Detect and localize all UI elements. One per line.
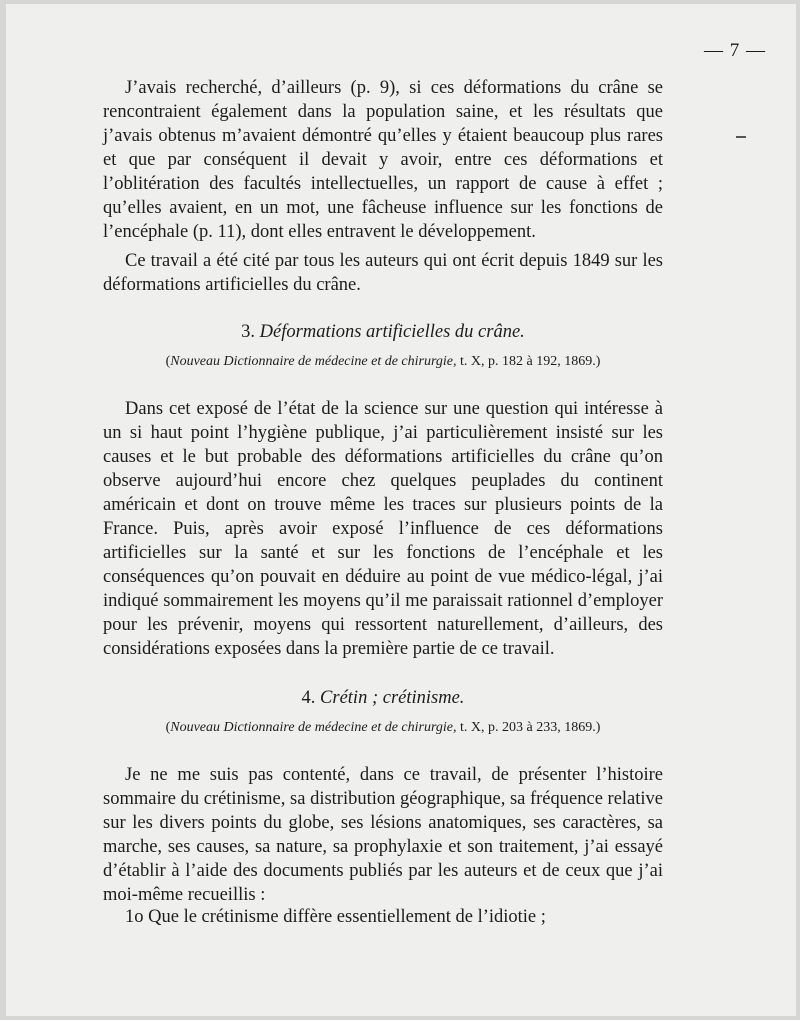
margin-mark bbox=[736, 136, 746, 138]
section-number: 4. bbox=[301, 688, 316, 708]
citation-reference: t. X, p. 182 à 192, 1869.) bbox=[460, 354, 601, 369]
citation-paren: ( bbox=[165, 720, 171, 735]
section-heading-4 bbox=[103, 688, 663, 709]
section-heading-3 bbox=[103, 322, 663, 343]
paragraph-deformations-population bbox=[103, 76, 663, 244]
section-title: Déformations artificielles du crâne. bbox=[259, 322, 525, 342]
paragraph-text: Dans cet exposé de l’état de la science sur une question qui intéresse à un si haut point l’hygiène publique, j’ai particulièrement insisté sur les causes et le but probable des déformations artificielles du crâne qu’on observe aujourd’hui encore chez quelques peuplades du continent américain et dont on trouve même les traces sur plusieurs points de la France. Puis, après avoir exposé l’influence de ces déformations artificielles sur la santé et sur les fonctions de l’encéphale et les conséquences qu’on pouvait en déduire au point de vue médico-légal, j’ai indiqué sommairement les moyens qu’il me paraissait rationnel d’employer pour les prévenir, moyens qui ressortent naturellement, d’ailleurs, des considérations exposées dans la première partie de ce travail. bbox=[103, 399, 663, 659]
paragraph-text: J’avais recherché, d’ailleurs (p. 9), si ces déformations du crâne se rencontraient également dans la population saine, et les résultats que j’avais obtenus m’avaient démontré qu’elles y étaient beaucoup plus rares et que par conséquent il devait y avoir, entre ces déformations et l’oblitération des facultés intellectuelles, un rapport de cause à effet ; qu’elles avaient, en un mot, une fâcheuse influence sur les fonctions de l’encéphale (p. 11), dont elles entravent le développement. bbox=[103, 78, 663, 242]
list-item: 1o Que le crétinisme diffère essentiellement de l’idiotie ; bbox=[125, 907, 546, 927]
section-citation-3 bbox=[103, 354, 663, 370]
section-citation-4 bbox=[103, 720, 663, 736]
paragraph-text: Je ne me suis pas contenté, dans ce travail, de présenter l’histoire sommaire du crétinisme, sa distribution géographique, sa fréquence relative sur les divers points du globe, ses lésions anatomiques, ses caractères, sa marche, ses causes, sa nature, sa prophylaxie et son traitement, j’ai essayé d’établir à l’aide des documents publiés par les auteurs et de ceux que j’ai moi-même recueillis : bbox=[103, 765, 663, 905]
citation-paren: ( bbox=[165, 354, 171, 369]
citation-reference: t. X, p. 203 à 233, 1869.) bbox=[460, 720, 601, 735]
paragraph-text: Ce travail a été cité par tous les auteurs qui ont écrit depuis 1849 sur les déformations artificielles du crâne. bbox=[103, 251, 663, 295]
paragraph-expose-science bbox=[103, 397, 663, 661]
book-page bbox=[6, 4, 796, 1016]
paragraph-citations-authors bbox=[103, 249, 663, 297]
paragraph-cretinisme bbox=[103, 763, 663, 907]
citation-work: Nouveau Dictionnaire de médecine et de chirurgie, bbox=[170, 720, 457, 735]
section-number: 3. bbox=[241, 322, 256, 342]
citation-work: Nouveau Dictionnaire de médecine et de chirurgie, bbox=[170, 354, 457, 369]
section-title: Crétin ; crétinisme. bbox=[320, 688, 465, 708]
page-number: — 7 — bbox=[704, 40, 766, 61]
